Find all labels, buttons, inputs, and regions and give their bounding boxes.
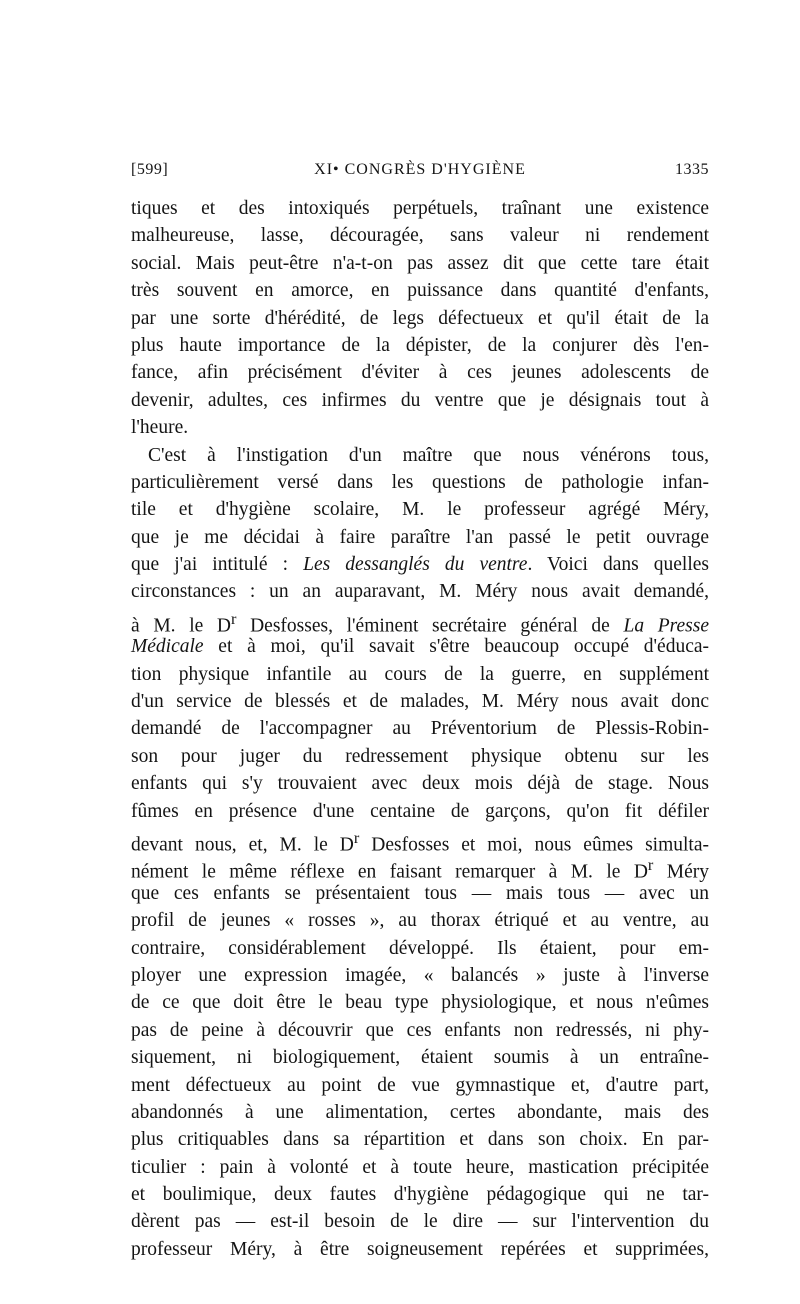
journal-title: La Presse [623, 615, 710, 637]
text-line: plus haute importance de la dépister, de la conjurer dès l'en- [131, 334, 709, 356]
text-line: particulièrement versé dans les questions de pathologie infan- [131, 471, 709, 493]
text-line: que ces enfants se présentaient tous — mais tous — avec un [131, 882, 709, 904]
text-line: enfants qui s'y trouvaient avec deux mois déjà de stage. Nous [131, 773, 709, 795]
text-line: abandonnés à une alimentation, certes abondante, mais des [131, 1101, 709, 1123]
text-line: siquement, ni biologiquement, étaient soumis à un entraîne- [131, 1047, 709, 1069]
text-line: circonstances : un an auparavant, M. Méry nous avait demandé, [131, 581, 709, 603]
text-line: malheureuse, lasse, découragée, sans valeur ni rendement [131, 225, 709, 247]
text-line: pas de peine à découvrir que ces enfants non redressés, ni phy- [131, 1019, 709, 1041]
page-title: XI• CONGRÈS D'HYGIÈNE [314, 161, 526, 178]
text-line: professeur Méry, à être soigneusement repérées et supprimées, [131, 1238, 709, 1260]
text-line: ployer une expression imagée, « balancés » juste à l'inverse [131, 964, 709, 986]
text-run: et à moi, qu'il savait s'être beaucoup occupé d'éduca- [203, 636, 709, 658]
text-run: à M. le D [131, 615, 232, 637]
text-run: nément le même réflexe en faisant remarquer à M. le D [131, 861, 648, 883]
superscript: r [231, 609, 237, 628]
text-line: ticulier : pain à volonté et à toute heure, mastication précipitée [131, 1156, 709, 1178]
text-line: contraire, considérablement développé. Ils étaient, pour em- [131, 937, 709, 959]
text-run: que j'ai intitulé : [131, 554, 304, 576]
text-line: d'un service de blessés et de malades, M. Méry nous avait donc [131, 691, 709, 713]
text-line: tiques et des intoxiqués perpétuels, traînant une existence [131, 198, 709, 219]
text-line [131, 606, 710, 637]
superscript: r [647, 856, 654, 875]
text-line [131, 852, 709, 883]
text-line: de ce que doit être le beau type physiologique, et nous n'eûmes [131, 992, 709, 1014]
text-line: dèrent pas — est-il besoin de le dire — sur l'intervention du [131, 1211, 709, 1233]
superscript: r [353, 828, 360, 847]
text-line: fance, afin précisément d'éviter à ces jeunes adolescents de [131, 362, 709, 384]
text-line: l'heure. [131, 417, 189, 439]
page-number: 1335 [675, 161, 709, 178]
text-line [131, 551, 709, 578]
text-line: fûmes en présence d'une centaine de garçons, qu'on fit défiler [131, 800, 709, 822]
text-line: demandé de l'accompagner au Préventorium de Plessis-Robin- [131, 718, 709, 740]
text-line: plus critiquables dans sa répartition et dans son choix. En par- [131, 1129, 709, 1151]
text-run: Desfosses et moi, nous eûmes simulta- [359, 834, 709, 856]
text-line: devenir, adultes, ces infirmes du ventre que je désignais tout à [131, 389, 709, 411]
text-run: devant nous, et, M. le D [131, 834, 354, 856]
text-line: très souvent en amorce, en puissance dans quantité d'enfants, [131, 280, 709, 302]
book-title: Les dessanglés du ventre [303, 554, 528, 576]
text-line: tion physique infantile au cours de la guerre, en supplément [131, 663, 709, 685]
text-line: et boulimique, deux fautes d'hygiène pédagogique qui ne tar- [131, 1184, 709, 1206]
text-line [131, 825, 709, 856]
text-line: C'est à l'instigation d'un maître que nous vénérons tous, [148, 444, 709, 466]
text-line: par une sorte d'hérédité, de legs défectueux et qu'il était de la [131, 307, 709, 329]
text-line: que je me décidai à faire paraître l'an passé le petit ouvrage [131, 526, 709, 548]
text-line: tile et d'hygiène scolaire, M. le professeur agrégé Méry, [131, 499, 709, 521]
text-run: Desfosses, l'éminent secrétaire général de [236, 615, 624, 637]
body-text [131, 195, 709, 1263]
page-reference: [599] [131, 161, 169, 178]
text-line: profil de jeunes « rosses », au thorax étriqué et au ventre, au [131, 910, 709, 932]
text-run: Méry [653, 861, 709, 883]
text-line: social. Mais peut-être n'a-t-on pas assez dit que cette tare était [131, 252, 709, 274]
text-line: ment défectueux au point de vue gymnastique et, d'autre part, [131, 1074, 709, 1096]
journal-title: Médicale [131, 636, 204, 658]
text-line: son pour juger du redressement physique obtenu sur les [131, 745, 709, 767]
text-run: . Voici dans quelles [527, 554, 709, 576]
running-head [131, 159, 709, 181]
text-line [131, 633, 709, 660]
